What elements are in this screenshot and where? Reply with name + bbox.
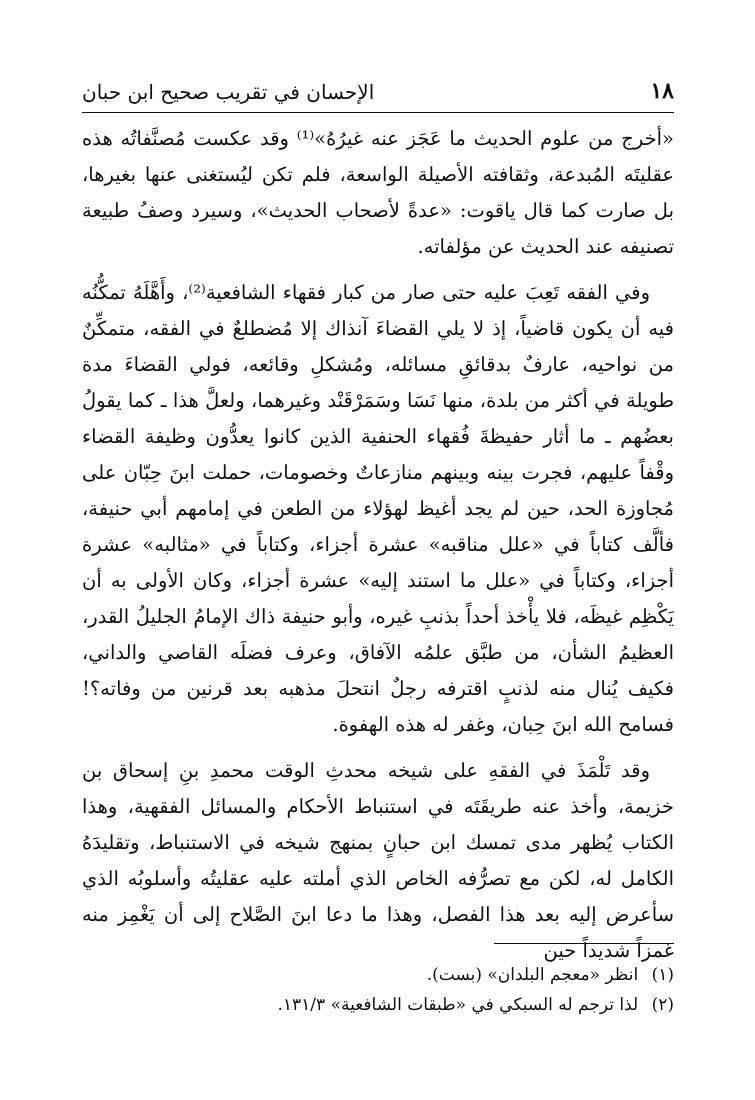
footnotes	[82, 960, 674, 1020]
footnote-text: انظر «معجم البلدان» (بست).	[426, 965, 639, 985]
book-page	[82, 78, 674, 1038]
body-text	[82, 121, 674, 969]
footnote-number: (١)	[651, 965, 674, 985]
footnote-1	[82, 960, 674, 990]
footnote-number: (٢)	[651, 995, 674, 1015]
paragraph-3: وقد تَلْمَذَ في الفقهِ على شيخه محدثِ الوقت محمدِ بنِ إسحاق بن خزيمة، وأخذ عنه طريقَتَه في استنباط الأحكام والمسائل الفقهية، وهذا الكتاب يُظهر مدى تمسك ابن حبانٍ بمنهج شيخه في الاستنباط، وتقليدَهُ الكامل له، لكن مع تصرُّفه الخاص الذي أملته عليه عقليتُه وأسلوبُه الذي سأعرض إليه بعد هذا الفصل، وهذا ما دعا ابنَ الصَّلاح إلى أن يَغْمِز منه غمزاً شديداً حين	[82, 759, 674, 962]
footnote-2	[82, 990, 674, 1020]
running-title: الإحسان في تقريب صحيح ابن حبان	[82, 80, 375, 104]
footnote-divider	[494, 943, 674, 944]
page-header	[82, 78, 674, 113]
footnote-text: لذا ترجم له السبكي في «طبقات الشافعية» ١٣١/٣.	[277, 995, 639, 1015]
paragraph-1: «أخرج من علوم الحديث ما عَجَز عنه غيرُهُ»⁽¹⁾ وقد عكست مُصنَّفاتُه هذه عقليتَه المُبدعة، وثقافته الأصيلة الواسعة، فلم تكن ليُستغنى عنها بغيرها، بل صارت كما قال ياقوت: «عدةً لأصحاب الحديث»، وسيرد وصفُ طبيعة تصنيفه عند الحديث عن مؤلفاته.	[82, 127, 674, 258]
paragraph-2: وفي الفقه تَعِبَ عليه حتى صار من كبار فقهاء الشافعية⁽²⁾، وأَهَّلَهُ تمكُّنُه فيه أن يكون قاضياً، إذ لا يلي القضاءَ آنذاك إلا مُضطلعٌ في الفقه، متمكِّنٌ من نواحيه، عارفٌ بدقائقِ مسائله، ومُشكلِ وقائعه، فولي القضاءَ مدة طويلة في أكثر من بلدة، منها نَسَا وسَمَرْقَنْد وغيرهما، ولعلَّ هذا ـ كما يقولُ بعضُهم ـ ما أثار حفيظةَ فُقهاء الحنفية الذين كانوا يعدُّون وظيفة القضاء وقْفاً عليهم، فجرت بينه وبينهم منازعاتٌ وخصومات، حملت ابنَ حِبّان على مُجاوزة الحد، حين لم يجد أغيظ لهؤلاء من الطعن في إمامهم أبي حنيفة، فألَّف كتاباً في «علل مناقبه» عشرة أجزاء، وكتاباً في «مثالبه» عشرة أجزاء، وكتاباً في «علل ما استند إليه» عشرة أجزاء، وكان الأولى به أن يَكْظِم غيظَه، فلا يأْخذ أحداً بذنبِ غيره، وأبو حنيفة ذاك الإمامُ الجليلُ القدر، العظيمُ الشأن، من طبَّق علمُه الآفاق، وعرف فضلَه القاصي والداني، فكيف يُنال منه لذنبٍ اقترفه رجلٌ انتحلَ مذهبه بعد قرنين من وفاته؟! فسامح الله ابنَ حِبان، وغفر له هذه الهفوة.	[82, 281, 674, 736]
page-number: ١٨	[650, 78, 674, 104]
